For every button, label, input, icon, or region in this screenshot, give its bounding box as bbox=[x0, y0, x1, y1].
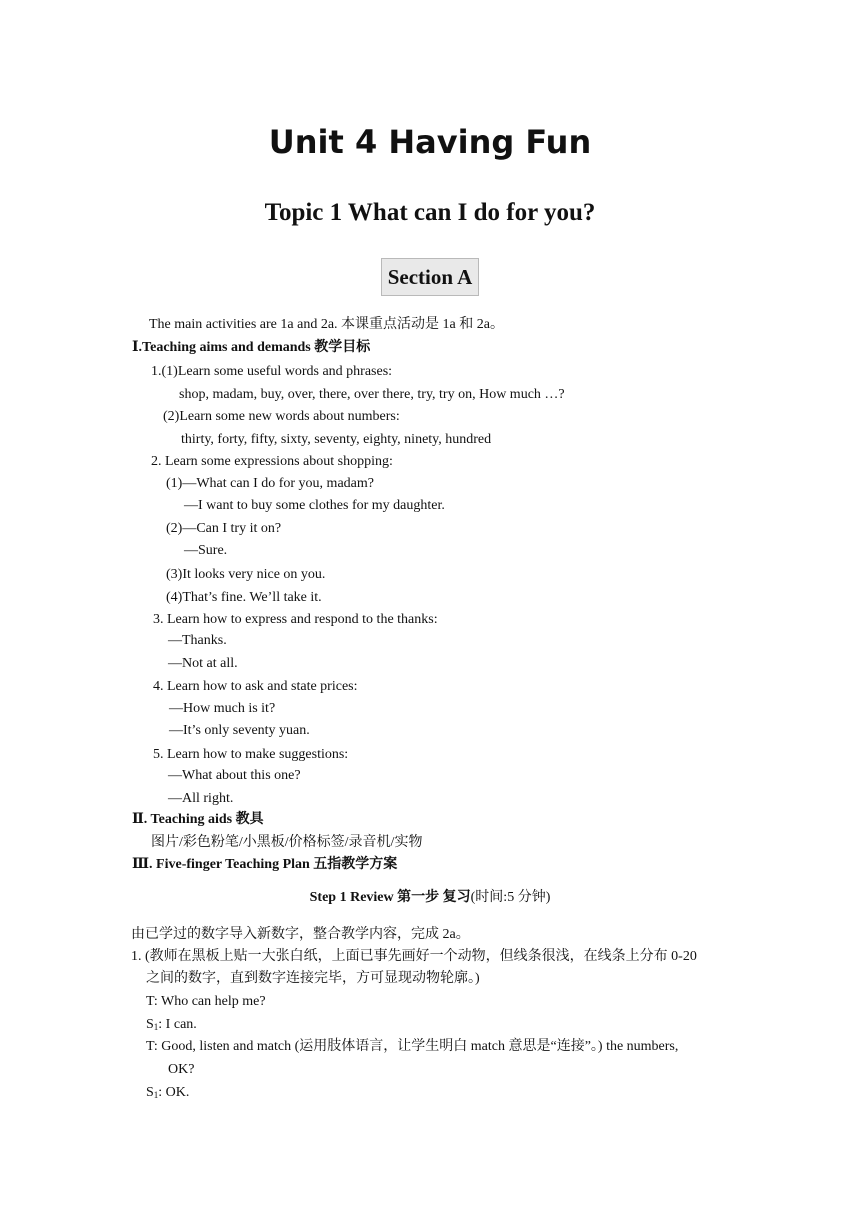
teaching-aids-list: 图片/彩色粉笔/小黑板/价格标签/录音机/实物 bbox=[151, 835, 423, 850]
aim-2-2-reply: —Sure. bbox=[184, 543, 228, 558]
intro-text: The main activities are 1a and 2a. 本课重点活动是 1a 和 2a。 bbox=[149, 317, 504, 332]
section-label: Section A bbox=[381, 258, 480, 296]
aim-4-1: —How much is it? bbox=[169, 701, 276, 716]
body-paragraph-1: 由已学过的数字导入新数字，整合教学内容，完成 2a。 bbox=[131, 927, 470, 942]
dialogue-student-1 bbox=[146, 1016, 197, 1034]
speaker-subscript: 1 bbox=[153, 1022, 159, 1032]
unit-title: Unit 4 Having Fun bbox=[268, 123, 592, 161]
aim-2: 2. Learn some expressions about shopping: bbox=[151, 454, 393, 469]
dialogue-student-2 bbox=[146, 1084, 189, 1102]
aim-5-2: —All right. bbox=[168, 791, 234, 806]
speaker-label: S bbox=[146, 1085, 154, 1100]
aim-3: 3. Learn how to express and respond to the thanks: bbox=[153, 612, 438, 627]
body-paragraph-2: 1. (教师在黑板上贴一大张白纸，上面已事先画好一个动物，但线条很浅，在线条上分布 0-20 bbox=[131, 949, 697, 964]
dialogue-teacher-2-cont: OK? bbox=[168, 1062, 195, 1077]
aim-5-1: —What about this one? bbox=[168, 768, 301, 783]
topic-title: Topic 1 What can I do for you? bbox=[264, 199, 596, 226]
aim-5: 5. Learn how to make suggestions: bbox=[153, 747, 349, 762]
heading-teaching-aims: Ⅰ.Teaching aims and demands 教学目标 bbox=[132, 340, 371, 355]
aim-2-3: (3)It looks very nice on you. bbox=[166, 567, 326, 582]
heading-teaching-plan: Ⅲ. Five-finger Teaching Plan 五指教学方案 bbox=[132, 857, 398, 872]
dialogue-teacher-2: T: Good, listen and match (运用肢体语言，让学生明白 match 意思是“连接”。) the numbers, bbox=[146, 1039, 679, 1054]
aim-2-1: (1)—What can I do for you, madam? bbox=[166, 476, 374, 491]
aim-4-2: —It’s only seventy yuan. bbox=[169, 723, 310, 738]
aim-1-1-words: shop, madam, buy, over, there, over there, try, try on, How much …? bbox=[179, 387, 565, 402]
heading-teaching-aids: Ⅱ. Teaching aids 教具 bbox=[132, 812, 264, 827]
step-1-label: Step 1 Review 第一步 复习 bbox=[309, 890, 471, 905]
dialogue-text: : I can. bbox=[158, 1017, 197, 1032]
aim-3-1: —Thanks. bbox=[168, 633, 227, 648]
section-header bbox=[0, 258, 860, 296]
aim-4: 4. Learn how to ask and state prices: bbox=[153, 679, 358, 694]
aim-2-2: (2)—Can I try it on? bbox=[166, 521, 282, 536]
aim-1-2: (2)Learn some new words about numbers: bbox=[163, 409, 400, 424]
dialogue-text: : OK. bbox=[158, 1085, 190, 1100]
speaker-subscript: 1 bbox=[153, 1090, 159, 1100]
aim-3-2: —Not at all. bbox=[168, 656, 238, 671]
aim-2-4: (4)That’s fine. We’ll take it. bbox=[166, 590, 322, 605]
speaker-label: S bbox=[146, 1017, 154, 1032]
aim-1-2-words: thirty, forty, fifty, sixty, seventy, eighty, ninety, hundred bbox=[181, 432, 492, 447]
body-paragraph-2-cont: 之间的数字，直到数字连接完毕，方可显现动物轮廓。) bbox=[146, 971, 480, 986]
step-1-title bbox=[0, 889, 860, 907]
dialogue-teacher-1: T: Who can help me? bbox=[146, 994, 266, 1009]
step-1-time: (时间:5 分钟) bbox=[470, 890, 551, 905]
aim-2-1-reply: —I want to buy some clothes for my daughter. bbox=[184, 498, 445, 513]
aim-1-1: 1.(1)Learn some useful words and phrases: bbox=[151, 364, 393, 379]
